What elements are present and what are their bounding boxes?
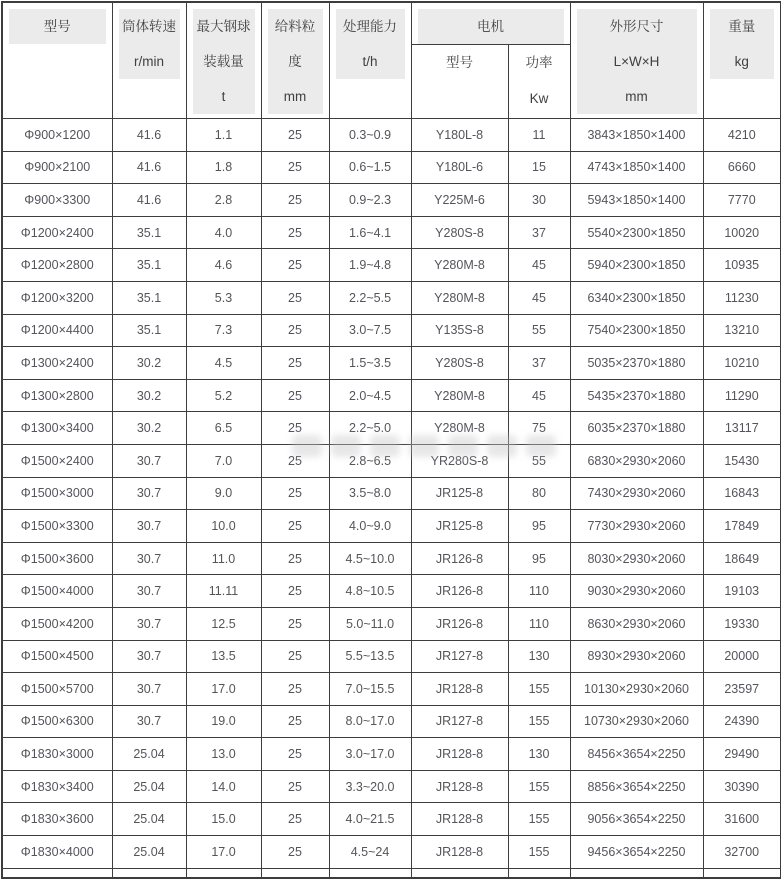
cell-dimensions: 5940×2300×1850 bbox=[570, 249, 703, 282]
cell-motor-power: 15 bbox=[508, 151, 570, 184]
header-label: 型号 bbox=[43, 19, 71, 34]
cell-capacity: 2.0~4.5 bbox=[329, 379, 411, 412]
cell-motor-power: 37 bbox=[508, 347, 570, 380]
cell-feed-size: 25 bbox=[261, 803, 329, 836]
table-row bbox=[2, 770, 781, 803]
header-label: 给料粒 bbox=[274, 19, 316, 34]
cell-weight: 19103 bbox=[703, 575, 781, 608]
table-row bbox=[2, 738, 781, 771]
cell-weight: 20000 bbox=[703, 640, 781, 673]
table-row bbox=[2, 477, 781, 510]
cell-cylinder-speed: 35.1 bbox=[112, 281, 186, 314]
header-unit: mm bbox=[625, 89, 648, 104]
cell-motor-model: JR128-8 bbox=[411, 803, 508, 836]
cell-capacity: 2.8~6.5 bbox=[329, 444, 411, 477]
cell-motor-power: 55 bbox=[508, 314, 570, 347]
table-row bbox=[2, 705, 781, 738]
header-row-top bbox=[2, 2, 781, 45]
cell-max-ball-load: 13.0 bbox=[186, 738, 261, 771]
cell-cylinder-speed: 30.7 bbox=[112, 640, 186, 673]
cell-max-ball-load: 17.0 bbox=[186, 673, 261, 706]
cell-motor-model: JR126-8 bbox=[411, 575, 508, 608]
cell-max-ball-load: 19.0 bbox=[186, 705, 261, 738]
cell-cylinder-speed: 30.7 bbox=[112, 607, 186, 640]
cell-cylinder-speed: 30.7 bbox=[112, 673, 186, 706]
cell-feed-size: 25 bbox=[261, 770, 329, 803]
cell-feed-size: 25 bbox=[261, 705, 329, 738]
cell-feed-size: 25 bbox=[261, 510, 329, 543]
cell-model: Φ1830×4000 bbox=[2, 836, 112, 869]
cell-cylinder-speed: 25.04 bbox=[112, 803, 186, 836]
cell-feed-size: 25 bbox=[261, 673, 329, 706]
cell-max-ball-load: 11.0 bbox=[186, 542, 261, 575]
cell-motor-power: 155 bbox=[508, 770, 570, 803]
cell-cylinder-speed: 30.2 bbox=[112, 379, 186, 412]
col-header-motor-model bbox=[411, 45, 508, 119]
header-highlight bbox=[577, 9, 697, 114]
cell-feed-size: 25 bbox=[261, 542, 329, 575]
cell-cylinder-speed: 25.04 bbox=[112, 738, 186, 771]
cell-motor-power: 155 bbox=[508, 836, 570, 869]
cell-weight: 7770 bbox=[703, 184, 781, 217]
cell-empty bbox=[186, 868, 261, 878]
cell-max-ball-load: 14.0 bbox=[186, 770, 261, 803]
cell-model: Φ1500×3600 bbox=[2, 542, 112, 575]
header-highlight bbox=[336, 9, 405, 79]
cell-max-ball-load: 10.0 bbox=[186, 510, 261, 543]
cell-model: Φ1830×3000 bbox=[2, 738, 112, 771]
cell-cylinder-speed: 30.7 bbox=[112, 575, 186, 608]
cell-capacity: 0.9~2.3 bbox=[329, 184, 411, 217]
header-highlight bbox=[418, 9, 564, 44]
cell-capacity: 5.5~13.5 bbox=[329, 640, 411, 673]
cell-empty bbox=[112, 868, 186, 878]
cell-weight: 24390 bbox=[703, 705, 781, 738]
cell-weight: 13117 bbox=[703, 412, 781, 445]
cell-dimensions: 8030×2930×2060 bbox=[570, 542, 703, 575]
cell-feed-size: 25 bbox=[261, 640, 329, 673]
cell-motor-model: Y280M-8 bbox=[411, 379, 508, 412]
table-row bbox=[2, 379, 781, 412]
cell-max-ball-load: 13.5 bbox=[186, 640, 261, 673]
cell-motor-model: JR125-8 bbox=[411, 477, 508, 510]
cell-motor-model: JR128-8 bbox=[411, 770, 508, 803]
cell-feed-size: 25 bbox=[261, 184, 329, 217]
cell-model: Φ900×1200 bbox=[2, 119, 112, 152]
cell-motor-power: 80 bbox=[508, 477, 570, 510]
cell-capacity: 2.2~5.5 bbox=[329, 281, 411, 314]
table-row bbox=[2, 216, 781, 249]
cell-max-ball-load: 11.11 bbox=[186, 575, 261, 608]
cell-max-ball-load: 4.5 bbox=[186, 347, 261, 380]
cell-cylinder-speed: 35.1 bbox=[112, 249, 186, 282]
header-highlight bbox=[268, 9, 323, 114]
cell-model: Φ1300×2800 bbox=[2, 379, 112, 412]
table-row bbox=[2, 184, 781, 217]
cell-dimensions: 5435×2370×1880 bbox=[570, 379, 703, 412]
cell-max-ball-load: 6.5 bbox=[186, 412, 261, 445]
cell-model: Φ1300×3400 bbox=[2, 412, 112, 445]
cell-empty bbox=[570, 868, 703, 878]
cell-dimensions: 8930×2930×2060 bbox=[570, 640, 703, 673]
cell-feed-size: 25 bbox=[261, 347, 329, 380]
header-highlight bbox=[193, 9, 255, 114]
cell-max-ball-load: 5.2 bbox=[186, 379, 261, 412]
cell-dimensions: 7540×2300×1850 bbox=[570, 314, 703, 347]
cell-max-ball-load: 9.0 bbox=[186, 477, 261, 510]
table-row bbox=[2, 803, 781, 836]
cell-cylinder-speed: 30.7 bbox=[112, 510, 186, 543]
cell-feed-size: 25 bbox=[261, 836, 329, 869]
cell-motor-model: Y280S-8 bbox=[411, 216, 508, 249]
col-header-model bbox=[2, 2, 112, 119]
table-row bbox=[2, 836, 781, 869]
cell-dimensions: 5540×2300×1850 bbox=[570, 216, 703, 249]
cell-model: Φ1200×2800 bbox=[2, 249, 112, 282]
cell-cylinder-speed: 30.7 bbox=[112, 477, 186, 510]
cell-model: Φ1500×5700 bbox=[2, 673, 112, 706]
cell-capacity: 3.0~7.5 bbox=[329, 314, 411, 347]
cell-weight: 17849 bbox=[703, 510, 781, 543]
cell-max-ball-load: 4.6 bbox=[186, 249, 261, 282]
cell-motor-model: JR125-8 bbox=[411, 510, 508, 543]
table-row bbox=[2, 575, 781, 608]
cell-motor-power: 37 bbox=[508, 216, 570, 249]
cell-empty bbox=[703, 868, 781, 878]
ball-mill-spec-table bbox=[1, 1, 781, 879]
cell-weight: 19330 bbox=[703, 607, 781, 640]
header-label: 筒体转速 bbox=[122, 19, 176, 34]
cell-dimensions: 10730×2930×2060 bbox=[570, 705, 703, 738]
cell-max-ball-load: 7.3 bbox=[186, 314, 261, 347]
cell-max-ball-load: 17.0 bbox=[186, 836, 261, 869]
cell-model: Φ900×2100 bbox=[2, 151, 112, 184]
cell-feed-size: 25 bbox=[261, 477, 329, 510]
cell-dimensions: 6035×2370×1880 bbox=[570, 412, 703, 445]
header-label: 电机 bbox=[477, 19, 504, 34]
cell-cylinder-speed: 35.1 bbox=[112, 216, 186, 249]
cell-dimensions: 8630×2930×2060 bbox=[570, 607, 703, 640]
cell-weight: 23597 bbox=[703, 673, 781, 706]
cell-capacity: 5.0~11.0 bbox=[329, 607, 411, 640]
table-row bbox=[2, 673, 781, 706]
partial-row bbox=[2, 868, 781, 878]
cell-cylinder-speed: 41.6 bbox=[112, 151, 186, 184]
table-row bbox=[2, 542, 781, 575]
cell-model: Φ1500×4200 bbox=[2, 607, 112, 640]
cell-motor-power: 130 bbox=[508, 738, 570, 771]
cell-dimensions: 6830×2930×2060 bbox=[570, 444, 703, 477]
cell-dimensions: 8856×3654×2250 bbox=[570, 770, 703, 803]
cell-capacity: 1.9~4.8 bbox=[329, 249, 411, 282]
cell-model: Φ1200×3200 bbox=[2, 281, 112, 314]
cell-capacity: 4.8~10.5 bbox=[329, 575, 411, 608]
header-unit: t bbox=[221, 89, 226, 104]
cell-feed-size: 25 bbox=[261, 412, 329, 445]
cell-cylinder-speed: 41.6 bbox=[112, 184, 186, 217]
cell-capacity: 3.5~8.0 bbox=[329, 477, 411, 510]
header-label: 最大钢球 bbox=[196, 19, 251, 34]
cell-dimensions: 9030×2930×2060 bbox=[570, 575, 703, 608]
cell-motor-model: Y135S-8 bbox=[411, 314, 508, 347]
col-header-max-ball-load bbox=[186, 2, 261, 119]
cell-motor-model: Y280M-8 bbox=[411, 412, 508, 445]
cell-motor-power: 45 bbox=[508, 379, 570, 412]
col-header-weight bbox=[703, 2, 781, 119]
cell-cylinder-speed: 41.6 bbox=[112, 119, 186, 152]
table-row bbox=[2, 347, 781, 380]
cell-dimensions: 6340×2300×1850 bbox=[570, 281, 703, 314]
cell-motor-model: Y180L-8 bbox=[411, 119, 508, 152]
cell-weight: 29490 bbox=[703, 738, 781, 771]
cell-weight: 4210 bbox=[703, 119, 781, 152]
header-highlight bbox=[9, 9, 106, 44]
header-unit: t/h bbox=[362, 54, 378, 69]
cell-motor-power: 45 bbox=[508, 249, 570, 282]
cell-capacity: 0.3~0.9 bbox=[329, 119, 411, 152]
cell-cylinder-speed: 30.7 bbox=[112, 444, 186, 477]
cell-model: Φ900×3300 bbox=[2, 184, 112, 217]
cell-weight: 18649 bbox=[703, 542, 781, 575]
header-label: 处理能力 bbox=[343, 19, 397, 34]
table-body bbox=[2, 119, 781, 879]
cell-feed-size: 25 bbox=[261, 379, 329, 412]
cell-empty bbox=[411, 868, 508, 878]
cell-motor-model: JR128-8 bbox=[411, 673, 508, 706]
header-unit: Kw bbox=[529, 91, 549, 106]
col-header-dimensions bbox=[570, 2, 703, 119]
table-row bbox=[2, 607, 781, 640]
cell-motor-model: JR128-8 bbox=[411, 738, 508, 771]
cell-feed-size: 25 bbox=[261, 444, 329, 477]
cell-feed-size: 25 bbox=[261, 575, 329, 608]
table-row bbox=[2, 151, 781, 184]
cell-empty bbox=[261, 868, 329, 878]
header-unit: r/min bbox=[134, 54, 164, 69]
cell-cylinder-speed: 30.2 bbox=[112, 347, 186, 380]
cell-motor-model: Y280S-8 bbox=[411, 347, 508, 380]
cell-feed-size: 25 bbox=[261, 119, 329, 152]
table-row bbox=[2, 314, 781, 347]
cell-motor-model: Y280M-8 bbox=[411, 249, 508, 282]
cell-motor-model: JR128-8 bbox=[411, 836, 508, 869]
cell-feed-size: 25 bbox=[261, 607, 329, 640]
cell-motor-model: Y180L-6 bbox=[411, 151, 508, 184]
cell-motor-model: JR126-8 bbox=[411, 542, 508, 575]
cell-dimensions: 10130×2930×2060 bbox=[570, 673, 703, 706]
cell-motor-power: 45 bbox=[508, 281, 570, 314]
cell-model: Φ1500×4000 bbox=[2, 575, 112, 608]
cell-motor-model: Y280M-8 bbox=[411, 281, 508, 314]
cell-max-ball-load: 12.5 bbox=[186, 607, 261, 640]
cell-capacity: 3.3~20.0 bbox=[329, 770, 411, 803]
header-label: L×W×H bbox=[613, 54, 660, 69]
cell-empty bbox=[2, 868, 112, 878]
cell-capacity: 8.0~17.0 bbox=[329, 705, 411, 738]
cell-capacity: 4.0~21.5 bbox=[329, 803, 411, 836]
cell-motor-power: 95 bbox=[508, 510, 570, 543]
header-unit: kg bbox=[734, 54, 749, 69]
cell-capacity: 0.6~1.5 bbox=[329, 151, 411, 184]
cell-cylinder-speed: 30.2 bbox=[112, 412, 186, 445]
cell-motor-power: 130 bbox=[508, 640, 570, 673]
cell-motor-power: 155 bbox=[508, 673, 570, 706]
cell-model: Φ1200×4400 bbox=[2, 314, 112, 347]
table-row bbox=[2, 444, 781, 477]
header-label: 装载量 bbox=[203, 54, 244, 69]
cell-weight: 30390 bbox=[703, 770, 781, 803]
cell-model: Φ1200×2400 bbox=[2, 216, 112, 249]
col-header-motor-group bbox=[411, 2, 570, 45]
cell-dimensions: 5035×2370×1880 bbox=[570, 347, 703, 380]
cell-model: Φ1500×6300 bbox=[2, 705, 112, 738]
cell-model: Φ1500×3000 bbox=[2, 477, 112, 510]
cell-capacity: 4.5~24 bbox=[329, 836, 411, 869]
cell-model: Φ1500×2400 bbox=[2, 444, 112, 477]
cell-motor-model: Y225M-6 bbox=[411, 184, 508, 217]
cell-motor-model: YR280S-8 bbox=[411, 444, 508, 477]
header-highlight bbox=[710, 9, 775, 79]
cell-max-ball-load: 7.0 bbox=[186, 444, 261, 477]
cell-model: Φ1830×3600 bbox=[2, 803, 112, 836]
cell-model: Φ1830×3400 bbox=[2, 770, 112, 803]
cell-feed-size: 25 bbox=[261, 151, 329, 184]
cell-dimensions: 9456×3654×2250 bbox=[570, 836, 703, 869]
cell-capacity: 7.0~15.5 bbox=[329, 673, 411, 706]
cell-model: Φ1300×2400 bbox=[2, 347, 112, 380]
col-header-capacity bbox=[329, 2, 411, 119]
cell-feed-size: 25 bbox=[261, 216, 329, 249]
cell-feed-size: 25 bbox=[261, 314, 329, 347]
col-header-feed-size bbox=[261, 2, 329, 119]
cell-model: Φ1500×3300 bbox=[2, 510, 112, 543]
cell-capacity: 1.6~4.1 bbox=[329, 216, 411, 249]
header-label: 度 bbox=[288, 54, 302, 69]
cell-weight: 13210 bbox=[703, 314, 781, 347]
cell-dimensions: 5943×1850×1400 bbox=[570, 184, 703, 217]
cell-dimensions: 4743×1850×1400 bbox=[570, 151, 703, 184]
cell-weight: 31600 bbox=[703, 803, 781, 836]
cell-weight: 10935 bbox=[703, 249, 781, 282]
cell-capacity: 3.0~17.0 bbox=[329, 738, 411, 771]
cell-capacity: 4.5~10.0 bbox=[329, 542, 411, 575]
cell-dimensions: 3843×1850×1400 bbox=[570, 119, 703, 152]
cell-model: Φ1500×4500 bbox=[2, 640, 112, 673]
cell-weight: 10210 bbox=[703, 347, 781, 380]
table-row bbox=[2, 412, 781, 445]
cell-empty bbox=[508, 868, 570, 878]
cell-weight: 32700 bbox=[703, 836, 781, 869]
cell-capacity: 2.2~5.0 bbox=[329, 412, 411, 445]
header-highlight bbox=[119, 9, 180, 79]
cell-dimensions: 7730×2930×2060 bbox=[570, 510, 703, 543]
header-label: 功率 bbox=[525, 55, 553, 70]
cell-motor-model: JR126-8 bbox=[411, 607, 508, 640]
cell-weight: 11290 bbox=[703, 379, 781, 412]
table-row bbox=[2, 119, 781, 152]
cell-dimensions: 8456×3654×2250 bbox=[570, 738, 703, 771]
cell-motor-power: 110 bbox=[508, 575, 570, 608]
cell-max-ball-load: 5.3 bbox=[186, 281, 261, 314]
table-header bbox=[2, 2, 781, 119]
cell-motor-power: 155 bbox=[508, 803, 570, 836]
cell-max-ball-load: 1.8 bbox=[186, 151, 261, 184]
cell-motor-power: 55 bbox=[508, 444, 570, 477]
cell-motor-power: 110 bbox=[508, 607, 570, 640]
cell-feed-size: 25 bbox=[261, 738, 329, 771]
cell-cylinder-speed: 30.7 bbox=[112, 705, 186, 738]
cell-motor-model: JR127-8 bbox=[411, 640, 508, 673]
cell-motor-power: 75 bbox=[508, 412, 570, 445]
cell-weight: 11230 bbox=[703, 281, 781, 314]
cell-weight: 16843 bbox=[703, 477, 781, 510]
cell-cylinder-speed: 25.04 bbox=[112, 836, 186, 869]
cell-max-ball-load: 1.1 bbox=[186, 119, 261, 152]
cell-weight: 15430 bbox=[703, 444, 781, 477]
table-row bbox=[2, 281, 781, 314]
cell-feed-size: 25 bbox=[261, 249, 329, 282]
cell-motor-power: 95 bbox=[508, 542, 570, 575]
header-label: 外形尺寸 bbox=[609, 19, 664, 34]
header-unit: mm bbox=[283, 89, 307, 104]
cell-motor-power: 30 bbox=[508, 184, 570, 217]
col-header-cylinder-speed bbox=[112, 2, 186, 119]
cell-max-ball-load: 4.0 bbox=[186, 216, 261, 249]
cell-max-ball-load: 2.8 bbox=[186, 184, 261, 217]
cell-cylinder-speed: 30.7 bbox=[112, 542, 186, 575]
cell-dimensions: 9056×3654×2250 bbox=[570, 803, 703, 836]
cell-cylinder-speed: 25.04 bbox=[112, 770, 186, 803]
cell-cylinder-speed: 35.1 bbox=[112, 314, 186, 347]
cell-motor-power: 155 bbox=[508, 705, 570, 738]
cell-capacity: 1.5~3.5 bbox=[329, 347, 411, 380]
cell-dimensions: 7430×2930×2060 bbox=[570, 477, 703, 510]
cell-motor-power: 11 bbox=[508, 119, 570, 152]
cell-feed-size: 25 bbox=[261, 281, 329, 314]
table-row bbox=[2, 249, 781, 282]
cell-weight: 10020 bbox=[703, 216, 781, 249]
table-row bbox=[2, 640, 781, 673]
cell-capacity: 4.0~9.0 bbox=[329, 510, 411, 543]
header-label: 重量 bbox=[728, 19, 756, 34]
col-header-motor-power bbox=[508, 45, 570, 119]
header-label: 型号 bbox=[446, 55, 473, 70]
table-row bbox=[2, 510, 781, 543]
cell-empty bbox=[329, 868, 411, 878]
cell-max-ball-load: 15.0 bbox=[186, 803, 261, 836]
cell-motor-model: JR127-8 bbox=[411, 705, 508, 738]
cell-weight: 6660 bbox=[703, 151, 781, 184]
